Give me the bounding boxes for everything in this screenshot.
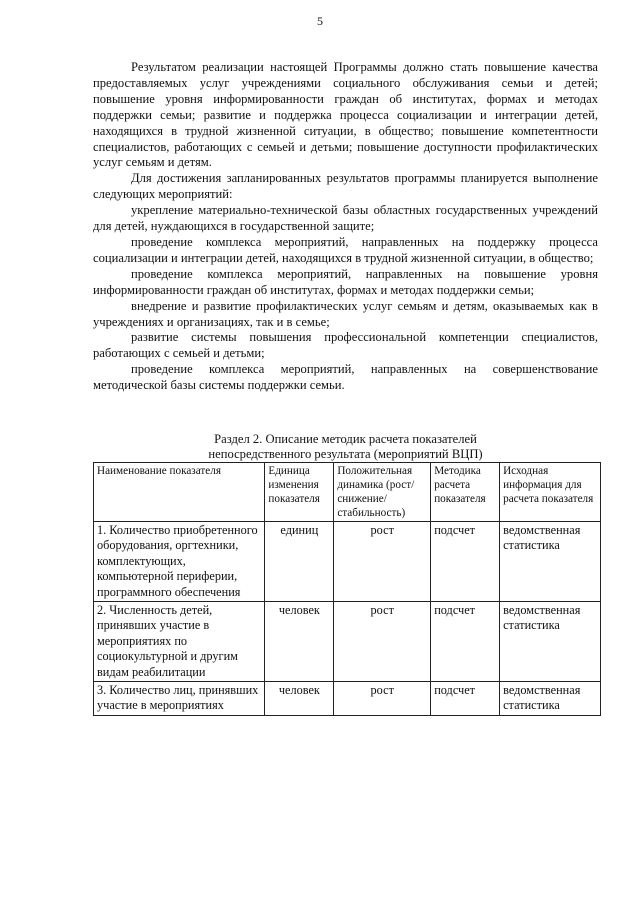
table-cell: подсчет	[431, 522, 500, 602]
column-header: Наименование показателя	[94, 463, 265, 522]
section-title-line: непосредственного результата (мероприятий ВЦП)	[208, 447, 483, 461]
table-cell: человек	[265, 682, 334, 716]
body-text	[93, 60, 598, 394]
table-cell: человек	[265, 602, 334, 682]
section-title	[93, 432, 598, 462]
paragraph: проведение комплекса мероприятий, направленных на повышение уровня информированности граждан об институтах, формах и методах поддержки семьи;	[93, 266, 598, 297]
column-header: Единица изменения показателя	[265, 463, 334, 522]
table-cell: 2. Численность детей, принявших участие в мероприятиях по социокультурной и другим видам реабилитации	[94, 602, 265, 682]
table-cell: ведомственная статистика	[500, 682, 601, 716]
column-header: Методика расчета показателя	[431, 463, 500, 522]
table-cell: рост	[334, 602, 431, 682]
table-row	[94, 682, 601, 716]
table-row	[94, 602, 601, 682]
table-cell: единиц	[265, 522, 334, 602]
table-cell: подсчет	[431, 602, 500, 682]
page-number: 5	[317, 14, 323, 28]
table-cell: ведомственная статистика	[500, 602, 601, 682]
section-title-line: Раздел 2. Описание методик расчета показателей	[214, 432, 477, 446]
table-header-row	[94, 463, 601, 522]
column-header: Исходная информация для расчета показателя	[500, 463, 601, 522]
table-cell: 1. Количество приобретенного оборудования, оргтехники, комплектующих, компьютерной периферии, программного обеспечения	[94, 522, 265, 602]
paragraph: Результатом реализации настоящей Программы должно стать повышение качества предоставляемых услуг учреждениями социального обслуживания семьи и детей; повышение уровня информированности граждан об институтах, формах и методах поддержки семьи; развитие и поддержка процесса социализации и интеграции детей, находящихся в трудной жизненной ситуации, в общество; повышение компетентности специалистов, работающих с семьей и детьми; повышение доступности профилактических услуг семьям и детям.	[93, 60, 598, 170]
paragraph: развитие системы повышения профессиональной компетенции специалистов, работающих с семьей и детьми;	[93, 330, 598, 361]
paragraph: проведение комплекса мероприятий, направленных на совершенствование методической базы системы поддержки семьи.	[93, 362, 598, 393]
table-row	[94, 522, 601, 602]
table-cell: рост	[334, 522, 431, 602]
paragraph: проведение комплекса мероприятий, направленных на поддержку процесса социализации и интеграции детей, находящихся в трудной жизненной ситуации, в общество;	[93, 234, 598, 265]
table-cell: 3. Количество лиц, принявших участие в мероприятиях	[94, 682, 265, 716]
indicators-table	[93, 462, 601, 716]
table-cell: ведомственная статистика	[500, 522, 601, 602]
table-cell: рост	[334, 682, 431, 716]
table-cell: подсчет	[431, 682, 500, 716]
paragraph: укрепление материально-технической базы областных государственных учреждений для детей, нуждающихся в государственной защите;	[93, 203, 598, 234]
paragraph: Для достижения запланированных результатов программы планируется выполнение следующих мероприятий:	[93, 171, 598, 202]
column-header: Положительная динамика (рост/снижение/стабильность)	[334, 463, 431, 522]
paragraph: внедрение и развитие профилактических услуг семьям и детям, оказываемых как в учреждениях и организациях, так и в семье;	[93, 298, 598, 329]
